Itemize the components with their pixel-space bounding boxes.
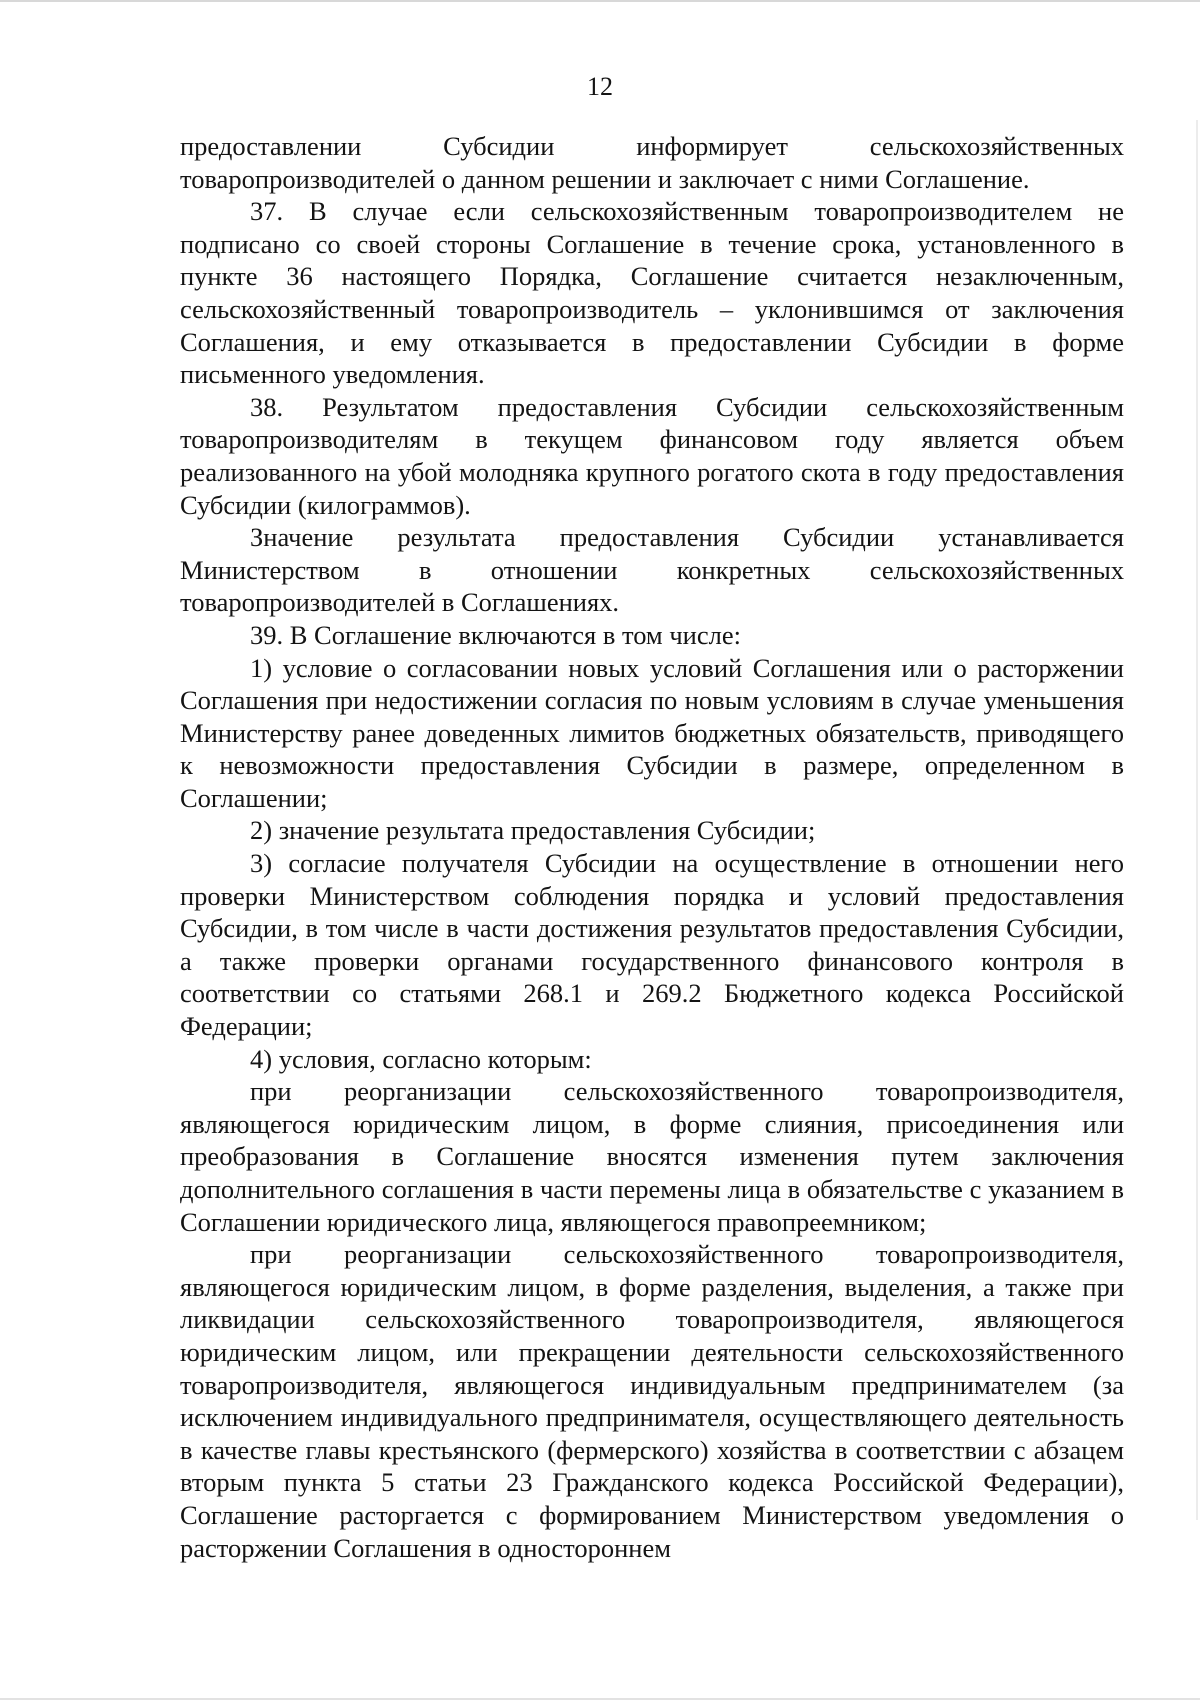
paragraph-item-37: 37. В случае если сельскохозяйственным товаропроизводителем не подписано со своей стороны Соглашение в течение срока, установленного в пункте 36 настоящего Порядка, Соглашение считается незаключенным, сельскохозяйственный товаропроизводитель – уклонившимся от заключения Соглашения, и ему отказывается в предоставлении Субсидии в форме письменного уведомления.	[180, 196, 1124, 390]
scan-edge-bottom	[0, 1698, 1200, 1700]
paragraph: предоставлении Субсидии информирует сельскохозяйственных товаропроизводителей о данном решении и заключает с ними Соглашение.	[180, 131, 1124, 194]
list-item-2: 2) значение результата предоставления Субсидии;	[250, 815, 816, 846]
document-body	[180, 130, 1124, 1564]
paragraph-item-38: 38. Результатом предоставления Субсидии сельскохозяйственным товаропроизводителям в текущем финансовом году является объем реализованного на убой молодняка крупного рогатого скота в году предоставления Субсидии (килограммов).	[180, 391, 1124, 520]
paragraph: при реорганизации сельскохозяйственного товаропроизводителя, являющегося юридическим лицом, в форме разделения, выделения, а также при ликвидации сельскохозяйственного товаропроизводителя, являющегося юридическим лицом, или прекращении деятельности сельскохозяйственного товаропроизводителя, являющегося индивидуальным предпринимателем (за исключением индивидуального предпринимателя, осуществляющего деятельность в качестве главы крестьянского (фермерского) хозяйства в соответствии с абзацем вторым пункта 5 статьи 23 Гражданского кодекса Российской Федерации), Соглашение расторгается с формированием Министерством уведомления о расторжении Соглашения в одностороннем	[180, 1239, 1124, 1563]
paragraph: при реорганизации сельскохозяйственного товаропроизводителя, являющегося юридическим лицом, в форме слияния, присоединения или преобразования в Соглашение вносятся изменения путем заключения дополнительного соглашения в части перемены лица в обязательстве с указанием в Соглашении юридического лица, являющегося правопреемником;	[180, 1076, 1124, 1237]
paragraph: Значение результата предоставления Субсидии устанавливается Министерством в отношении конкретных сельскохозяйственных товаропроизводителей в Соглашениях.	[180, 522, 1124, 618]
scan-edge-top	[0, 0, 1200, 2]
scan-edge-right	[1196, 120, 1198, 1520]
list-item-3: 3) согласие получателя Субсидии на осуществление в отношении него проверки Министерством соблюдения порядка и условий предоставления Субсидии, в том числе в части достижения результатов предоставления Субсидии, а также проверки органами государственного финансового контроля в соответствии со статьями 268.1 и 269.2 Бюджетного кодекса Российской Федерации;	[180, 848, 1124, 1042]
list-item-1: 1) условие о согласовании новых условий Соглашения или о расторжении Соглашения при недостижении согласия по новым условиям в случае уменьшения Министерству ранее доведенных лимитов бюджетных обязательств, приводящего к невозможности предоставления Субсидии в размере, определенном в Соглашении;	[180, 652, 1124, 813]
paragraph-item-39: 39. В Соглашение включаются в том числе:	[250, 619, 741, 650]
page-number: 12	[587, 72, 613, 101]
list-item-4: 4) условия, согласно которым:	[250, 1043, 592, 1074]
